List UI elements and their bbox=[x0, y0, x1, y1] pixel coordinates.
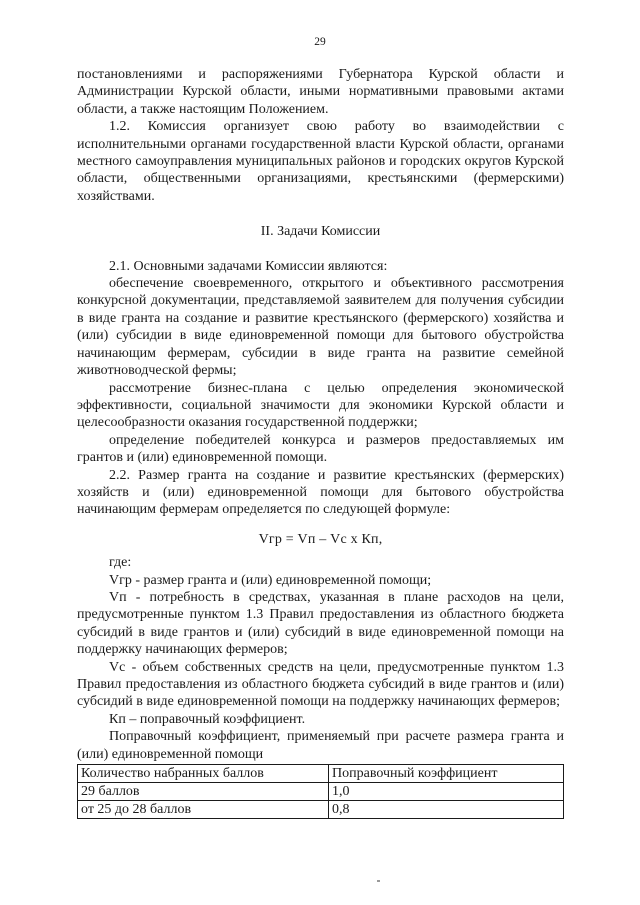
table-cell: от 25 до 28 баллов bbox=[78, 801, 329, 819]
table-caption: Поправочный коэффициент, применяемый при расчете размера гранта и (или) единовременной помощи bbox=[77, 729, 564, 762]
paragraph-2-2: 2.2. Размер гранта на создание и развитие крестьянских (фермерских) хозяйств и (или) единовременной помощи для бытового обустройства начинающим фермерам определяется по следующей формуле: bbox=[77, 467, 564, 518]
table-cell: 1,0 bbox=[329, 783, 564, 801]
paragraph-continuation: постановлениями и распоряжениями Губернатора Курской области и Администрации Курской области, иными нормативными правовыми актами области, а также настоящим Положением. bbox=[77, 67, 564, 117]
table-cell: 0,8 bbox=[329, 801, 564, 819]
paragraph-2-1: 2.1. Основными задачами Комиссии являются: bbox=[109, 258, 388, 274]
page-number: 29 bbox=[314, 36, 326, 48]
scan-speck bbox=[377, 880, 380, 882]
task-item-review: обеспечение своевременного, открытого и объективного рассмотрения конкурсной документации, представляемой заявителем для получения субсидии в виде гранта на создание и развитие крестьянского (фермерского) хозяйства и (или) субсидии в виде единовременной помощи для бытового обустройства начинающим фермерам, субсидии в виде гранта на развитие семейной животноводческой фермы; bbox=[77, 276, 564, 379]
table-header-row bbox=[78, 765, 564, 783]
table-row bbox=[78, 801, 564, 819]
formula-def-vs: Vс - объем собственных средств на цели, предусмотренные пунктом 1.3 Правил предоставления из областного бюджета субсидий в виде грантов и (или) субсидий в виде единовременной помощи на поддержку начинающих фермеров; bbox=[77, 659, 564, 710]
formula-def-vp: Vп - потребность в средствах, указанная в плане расходов на цели, предусмотренные пунктом 1.3 Правил предоставления из областного бюджета субсидий в виде грантов и (или) субсидий в виде единовременной помощи на поддержку начинающих фермеров; bbox=[77, 589, 564, 658]
task-item-winners: определение победителей конкурса и размеров предоставляемых им грантов и (или) единовременной помощи. bbox=[77, 432, 564, 466]
grant-formula: Vгр = Vп – Vс х Кп, bbox=[258, 531, 383, 547]
formula-where: где: bbox=[109, 555, 132, 571]
task-item-business-plan: рассмотрение бизнес-плана с целью определения экономической эффективности, социальной значимости для экономики Курской области и целесообразности оказания государственной поддержки; bbox=[77, 380, 564, 431]
table-header-cell: Количество набранных баллов bbox=[78, 765, 329, 783]
formula-def-vgr: Vгр - размер гранта и (или) единовременной помощи; bbox=[109, 572, 432, 588]
document-body bbox=[77, 66, 564, 819]
table-row bbox=[78, 783, 564, 801]
coefficient-table bbox=[77, 764, 564, 819]
table-header-cell: Поправочный коэффициент bbox=[329, 765, 564, 783]
formula-def-kp: Кп – поправочный коэффициент. bbox=[109, 711, 306, 727]
section-heading: II. Задачи Комиссии bbox=[260, 224, 381, 240]
paragraph-1-2: 1.2. Комиссия организует свою работу во взаимодействии с исполнительными органами государственной власти Курской области, органами местного самоуправления муниципальных районов и городских округов Курской области, общественными организациями, крестьянскими (фермерскими) хозяйствами. bbox=[77, 119, 564, 204]
table-cell: 29 баллов bbox=[78, 783, 329, 801]
